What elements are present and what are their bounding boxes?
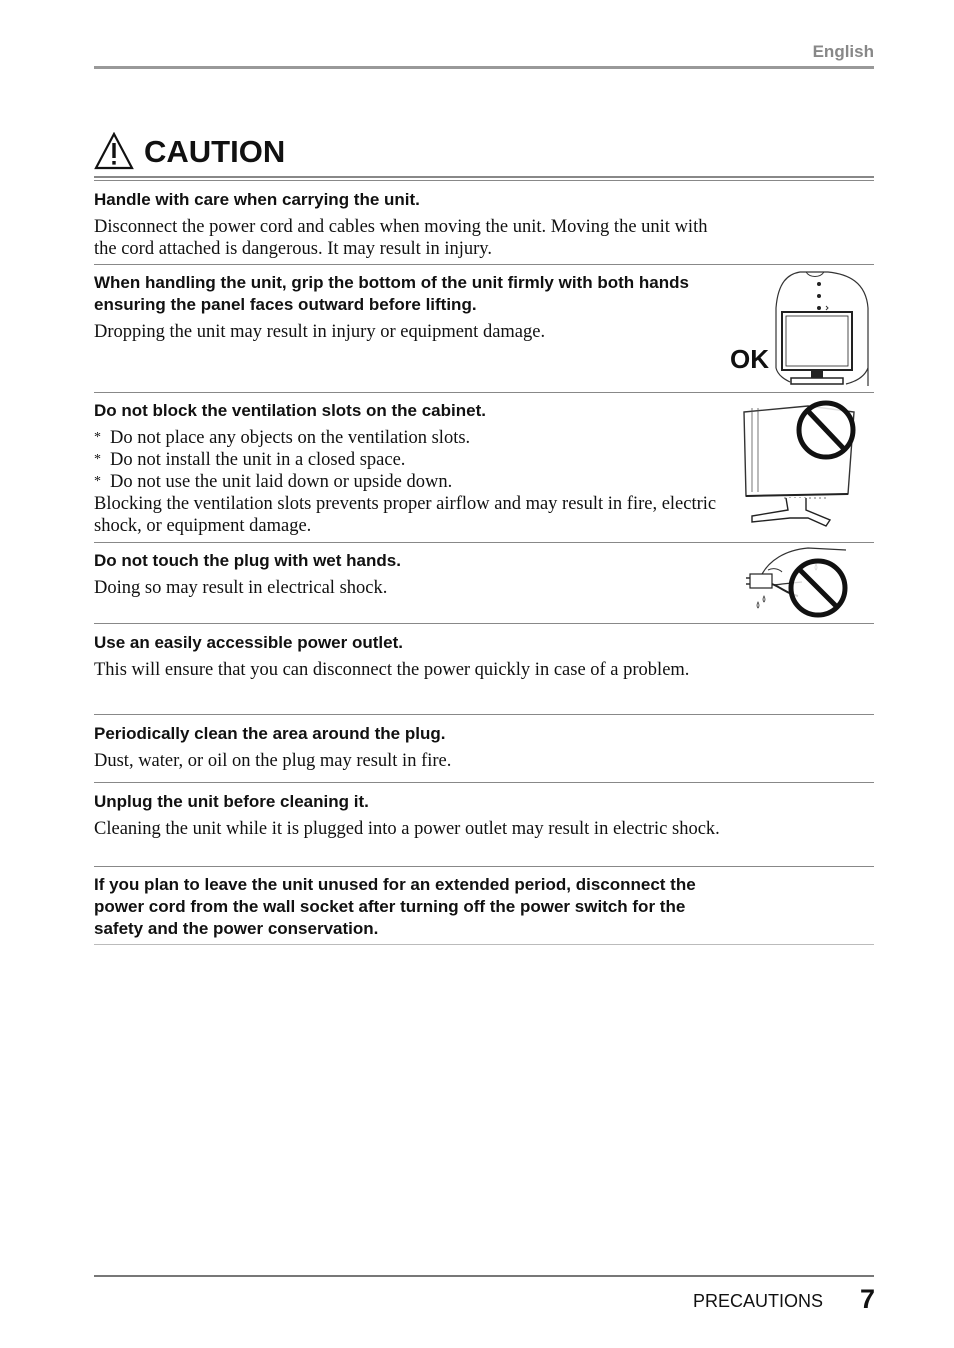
- section-body: Cleaning the unit while it is plugged into a power outlet may result in electric shock.: [94, 819, 720, 839]
- section-body: This will ensure that you can disconnect the power quickly in case of a problem.: [94, 660, 690, 680]
- section-divider: [94, 782, 874, 783]
- section-heading: Do not touch the plug with wet hands.: [94, 551, 401, 570]
- section-body: Dust, water, or oil on the plug may result in fire.: [94, 751, 452, 771]
- bullet-item: * Do not use the unit laid down or upside down.: [94, 472, 453, 492]
- title-rule: [94, 176, 874, 178]
- section-body: Doing so may result in electrical shock.: [94, 578, 388, 598]
- section-unplug-before-cleaning: [94, 791, 874, 840]
- section-heading: Do not block the ventilation slots on the cabinet.: [94, 401, 486, 420]
- section-divider: [94, 542, 874, 543]
- footer-rule: [94, 1275, 874, 1277]
- covered-monitor-prohibited-icon: [736, 398, 866, 534]
- warning-triangle-icon: [94, 132, 134, 170]
- title-rule-thin: [94, 180, 874, 181]
- footer-section-label: PRECAUTIONS: [692, 1291, 823, 1311]
- section-body: Dropping the unit may result in injury or equipment damage.: [94, 322, 546, 342]
- section-divider: [94, 392, 874, 393]
- section-heading: Periodically clean the area around the plug.: [94, 724, 446, 743]
- page-title: CAUTION: [144, 134, 286, 169]
- section-divider: [94, 623, 874, 624]
- section-heading: Use an easily accessible power outlet.: [94, 633, 403, 652]
- section-clean-plug-area: [94, 723, 874, 772]
- header-rule: [94, 66, 874, 69]
- language-label: English: [812, 42, 874, 61]
- section-divider: [94, 714, 874, 715]
- section-body: Disconnect the power cord and cables when moving the unit. Moving the unit with the cord attached is dangerous. It may result in injury.: [94, 217, 708, 259]
- ok-label: OK: [730, 344, 769, 374]
- section-extended-period: [94, 874, 874, 940]
- section-heading: Handle with care when carrying the unit.: [94, 190, 420, 209]
- section-body: Blocking the ventilation slots prevents proper airflow and may result in fire, electric shock, or equipment damage.: [94, 494, 717, 536]
- bullet-item: * Do not install the unit in a closed space.: [94, 450, 406, 470]
- section-handle-with-care: [94, 189, 874, 260]
- caution-title: [94, 124, 285, 170]
- page-number: 7: [859, 1284, 875, 1314]
- section-heading: When handling the unit, grip the bottom of the unit firmly with both hands ensuring the panel faces outward before lifting.: [94, 273, 689, 314]
- section-divider: [94, 264, 874, 265]
- section-divider: [94, 866, 874, 867]
- section-divider: [94, 944, 874, 945]
- section-accessible-outlet: [94, 632, 874, 681]
- section-heading: Unplug the unit before cleaning it.: [94, 792, 369, 811]
- bullet-item: * Do not place any objects on the ventilation slots.: [94, 428, 471, 448]
- section-heading: If you plan to leave the unit unused for an extended period, disconnect the power cord from the wall socket after turning off the power switch for the safety and the power conservation.: [94, 875, 696, 938]
- person-holding-monitor-icon: [728, 268, 874, 392]
- wet-hand-plug-prohibited-icon: [742, 544, 854, 622]
